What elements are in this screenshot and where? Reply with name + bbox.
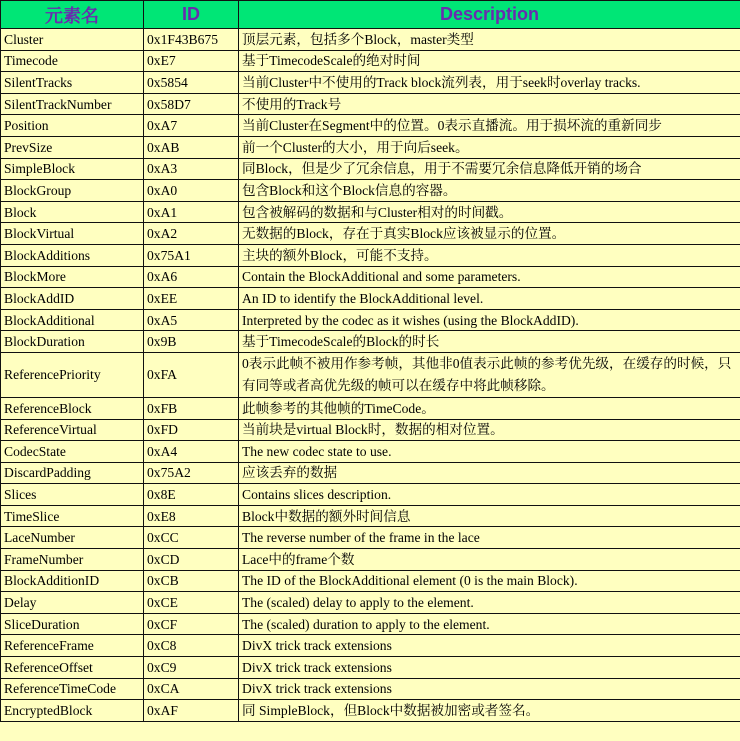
element-description-cell: DivX trick track extensions	[239, 635, 740, 657]
table-row	[1, 613, 740, 635]
table-row	[1, 462, 740, 484]
element-description-cell: 当前块是virtual Block时，数据的相对位置。	[239, 419, 740, 441]
element-id-cell: 0xA7	[144, 115, 239, 137]
element-name-cell: ReferenceTimeCode	[1, 678, 144, 700]
table-row	[1, 29, 740, 51]
table-row	[1, 635, 740, 657]
table-row	[1, 331, 740, 353]
table-row	[1, 570, 740, 592]
element-name-cell: BlockDuration	[1, 331, 144, 353]
element-name-cell: SliceDuration	[1, 613, 144, 635]
element-name-cell: BlockAdditions	[1, 244, 144, 266]
element-name-cell: BlockAdditional	[1, 309, 144, 331]
element-name-cell: Block	[1, 201, 144, 223]
element-description-cell: 同 SimpleBlock，但Block中数据被加密或者签名。	[239, 700, 740, 722]
element-id-cell: 0xAF	[144, 700, 239, 722]
table-row	[1, 484, 740, 506]
element-id-cell: 0x75A2	[144, 462, 239, 484]
element-id-cell: 0xFA	[144, 352, 239, 397]
table-row	[1, 592, 740, 614]
element-description-cell: 此帧参考的其他帧的TimeCode。	[239, 397, 740, 419]
element-id-cell: 0xCB	[144, 570, 239, 592]
table-row	[1, 244, 740, 266]
element-name-cell: CodecState	[1, 441, 144, 463]
element-description-cell: The ID of the BlockAdditional element (0 is the main Block).	[239, 570, 740, 592]
element-description-cell: 不使用的Track号	[239, 93, 740, 115]
element-description-cell: 无数据的Block，存在于真实Block应该被显示的位置。	[239, 223, 740, 245]
table-row	[1, 505, 740, 527]
element-name-cell: BlockGroup	[1, 180, 144, 202]
element-id-cell: 0xA0	[144, 180, 239, 202]
element-id-cell: 0xCE	[144, 592, 239, 614]
element-description-cell: An ID to identify the BlockAdditional level.	[239, 288, 740, 310]
element-description-cell: 应该丢弃的数据	[239, 462, 740, 484]
element-id-cell: 0x58D7	[144, 93, 239, 115]
table-row	[1, 223, 740, 245]
element-id-cell: 0xC9	[144, 657, 239, 679]
table-row	[1, 72, 740, 94]
element-name-cell: BlockAddID	[1, 288, 144, 310]
element-id-cell: 0xEE	[144, 288, 239, 310]
table-row	[1, 527, 740, 549]
table-row	[1, 180, 740, 202]
element-description-cell: The new codec state to use.	[239, 441, 740, 463]
element-name-cell: PrevSize	[1, 136, 144, 158]
element-id-cell: 0xAB	[144, 136, 239, 158]
element-name-cell: Timecode	[1, 50, 144, 72]
header-name: 元素名	[1, 1, 144, 29]
element-description-cell: 基于TimecodeScale的Block的时长	[239, 331, 740, 353]
element-name-cell: ReferenceVirtual	[1, 419, 144, 441]
table-row	[1, 419, 740, 441]
element-id-cell: 0xFD	[144, 419, 239, 441]
element-name-cell: Cluster	[1, 29, 144, 51]
element-description-cell: The reverse number of the frame in the lace	[239, 527, 740, 549]
element-description-cell: 包含Block和这个Block信息的容器。	[239, 180, 740, 202]
element-name-cell: Position	[1, 115, 144, 137]
element-name-cell: DiscardPadding	[1, 462, 144, 484]
element-id-cell: 0xE8	[144, 505, 239, 527]
element-id-cell: 0xA5	[144, 309, 239, 331]
element-name-cell: ReferenceOffset	[1, 657, 144, 679]
element-id-cell: 0xA1	[144, 201, 239, 223]
header-id: ID	[144, 1, 239, 29]
header-description: Description	[239, 1, 740, 29]
element-description-cell: 主块的额外Block，可能不支持。	[239, 244, 740, 266]
element-description-cell: The (scaled) delay to apply to the element.	[239, 592, 740, 614]
element-id-cell: 0x75A1	[144, 244, 239, 266]
element-name-cell: SimpleBlock	[1, 158, 144, 180]
table-row	[1, 549, 740, 571]
element-name-cell: BlockVirtual	[1, 223, 144, 245]
element-id-cell: 0xA2	[144, 223, 239, 245]
element-name-cell: Slices	[1, 484, 144, 506]
element-id-cell: 0xE7	[144, 50, 239, 72]
element-id-cell: 0x1F43B675	[144, 29, 239, 51]
element-description-cell: 前一个Cluster的大小，用于向后seek。	[239, 136, 740, 158]
element-id-cell: 0xCF	[144, 613, 239, 635]
table-row	[1, 678, 740, 700]
element-id-cell: 0xA6	[144, 266, 239, 288]
table-row	[1, 93, 740, 115]
element-description-cell: The (scaled) duration to apply to the element.	[239, 613, 740, 635]
element-name-cell: BlockAdditionID	[1, 570, 144, 592]
element-id-cell: 0xCD	[144, 549, 239, 571]
element-id-cell: 0xA4	[144, 441, 239, 463]
element-description-cell: DivX trick track extensions	[239, 657, 740, 679]
element-description-cell: 当前Cluster中不使用的Track block流列表，用于seek时overlay tracks.	[239, 72, 740, 94]
element-id-cell: 0x5854	[144, 72, 239, 94]
table-row	[1, 700, 740, 722]
element-description-cell: 基于TimecodeScale的绝对时间	[239, 50, 740, 72]
element-description-cell: 包含被解码的数据和与Cluster相对的时间戳。	[239, 201, 740, 223]
table-row	[1, 352, 740, 397]
element-name-cell: LaceNumber	[1, 527, 144, 549]
element-id-cell: 0x8E	[144, 484, 239, 506]
table-row	[1, 657, 740, 679]
element-name-cell: TimeSlice	[1, 505, 144, 527]
element-name-cell: FrameNumber	[1, 549, 144, 571]
table-row	[1, 201, 740, 223]
header-row	[1, 1, 740, 29]
element-description-cell: 0表示此帧不被用作参考帧，其他非0值表示此帧的参考优先级，在缓存的时候，只有同等或者高优先级的帧可以在缓存中将此帧移除。	[239, 352, 740, 397]
element-name-cell: ReferenceBlock	[1, 397, 144, 419]
table-row	[1, 397, 740, 419]
element-description-cell: Interpreted by the codec as it wishes (using the BlockAddID).	[239, 309, 740, 331]
element-description-cell: Lace中的frame个数	[239, 549, 740, 571]
element-name-cell: SilentTrackNumber	[1, 93, 144, 115]
table-row	[1, 266, 740, 288]
element-description-cell: DivX trick track extensions	[239, 678, 740, 700]
element-description-cell: Contain the BlockAdditional and some parameters.	[239, 266, 740, 288]
element-name-cell: SilentTracks	[1, 72, 144, 94]
element-id-cell: 0xFB	[144, 397, 239, 419]
element-description-cell: Contains slices description.	[239, 484, 740, 506]
table-row	[1, 288, 740, 310]
element-id-cell: 0xCC	[144, 527, 239, 549]
element-name-cell: BlockMore	[1, 266, 144, 288]
element-name-cell: EncryptedBlock	[1, 700, 144, 722]
element-name-cell: Delay	[1, 592, 144, 614]
element-id-cell: 0xC8	[144, 635, 239, 657]
element-id-cell: 0x9B	[144, 331, 239, 353]
table-row	[1, 50, 740, 72]
element-description-cell: 当前Cluster在Segment中的位置。0表示直播流。用于损坏流的重新同步	[239, 115, 740, 137]
table-row	[1, 158, 740, 180]
table-row	[1, 309, 740, 331]
element-id-cell: 0xCA	[144, 678, 239, 700]
element-name-cell: ReferencePriority	[1, 352, 144, 397]
element-name-cell: ReferenceFrame	[1, 635, 144, 657]
element-description-cell: 顶层元素，包括多个Block，master类型	[239, 29, 740, 51]
table-row	[1, 136, 740, 158]
element-description-cell: Block中数据的额外时间信息	[239, 505, 740, 527]
table-row	[1, 441, 740, 463]
table-row	[1, 115, 740, 137]
element-id-cell: 0xA3	[144, 158, 239, 180]
element-description-cell: 同Block，但是少了冗余信息，用于不需要冗余信息降低开销的场合	[239, 158, 740, 180]
